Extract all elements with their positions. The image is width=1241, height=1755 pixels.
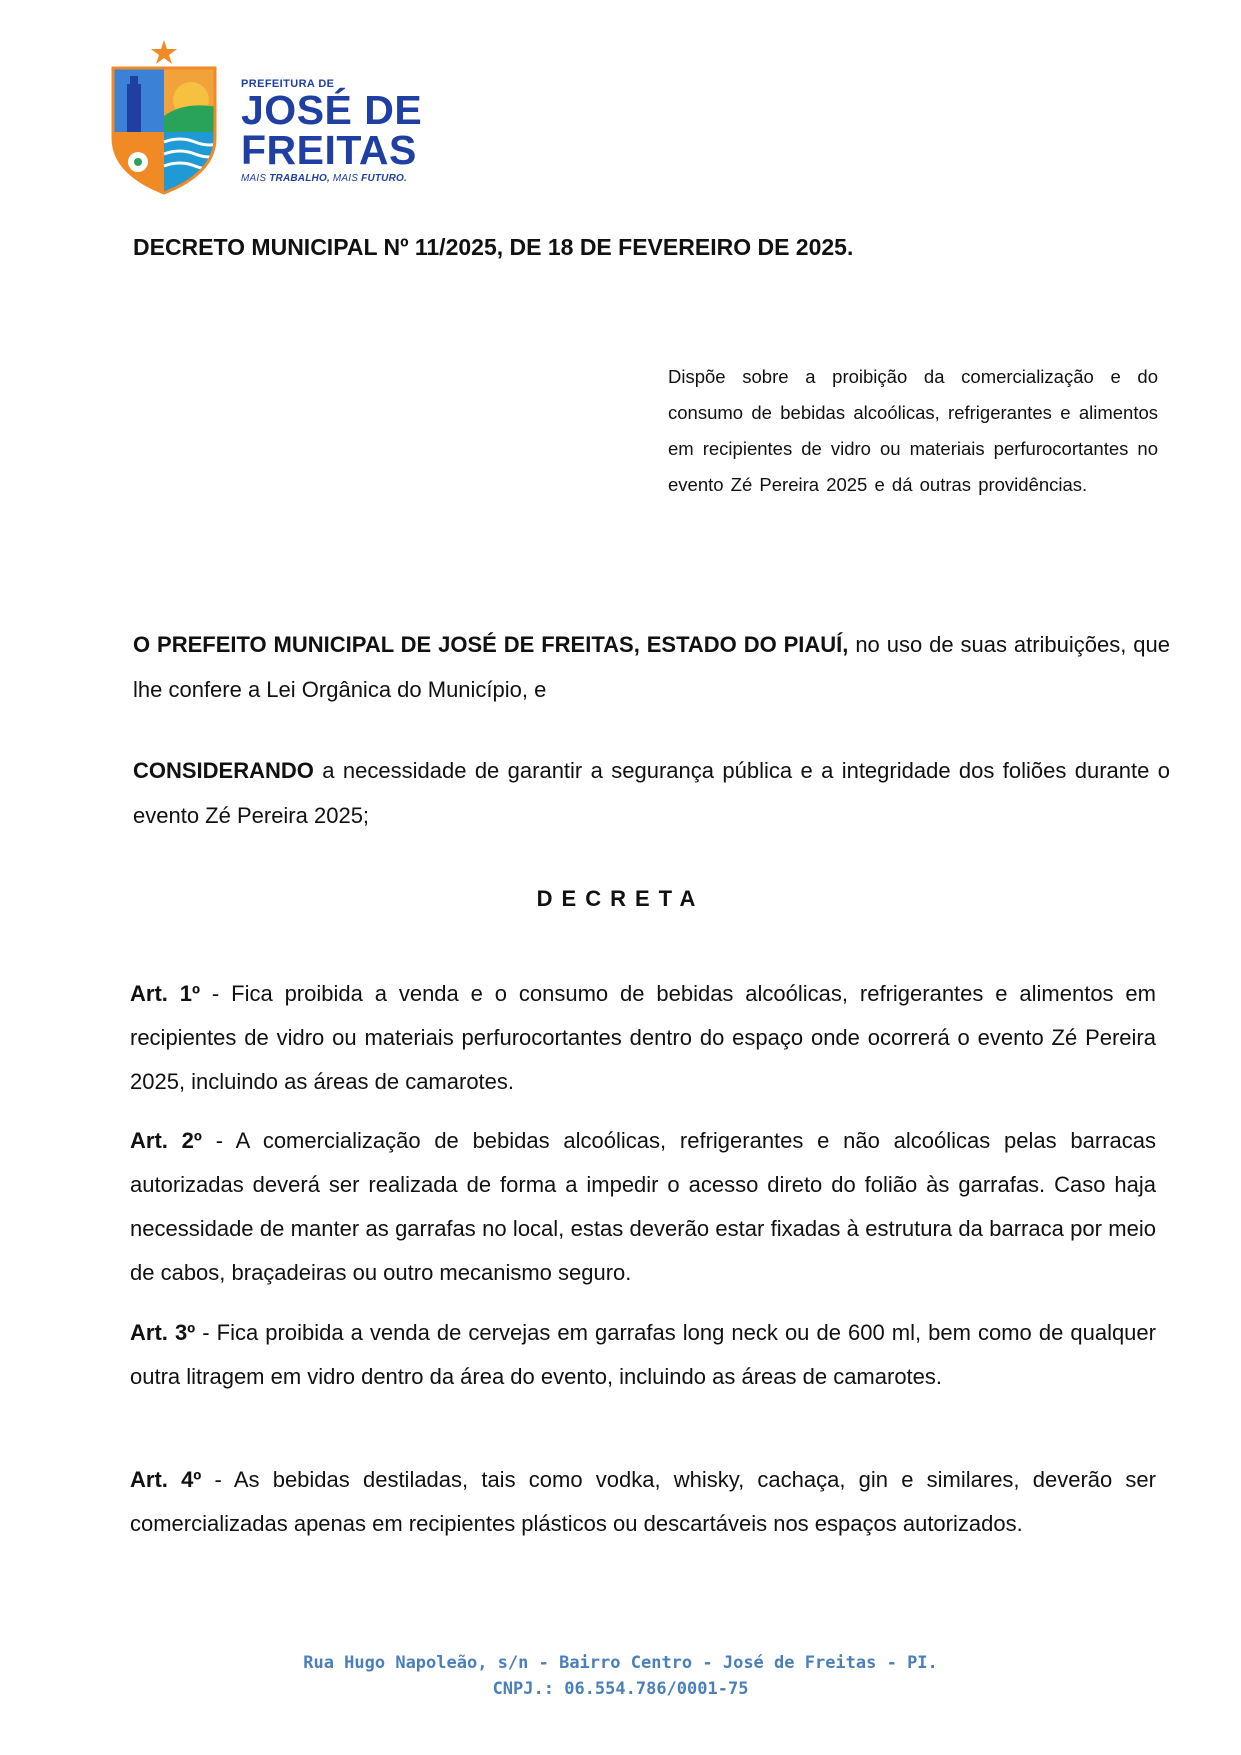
considerando-paragraph [133, 748, 1170, 838]
decree-summary: Dispõe sobre a proibição da comercialização e do consumo de bebidas alcoólicas, refrigerantes e alimentos em recipientes de vidro ou materiais perfurocortantes no evento Zé Pereira 2025 e dá outras providências. [668, 366, 1158, 495]
municipality-logo [105, 38, 435, 198]
decree-title: DECRETO MUNICIPAL Nº 11/2025, DE 18 DE FEVEREIRO DE 2025. [133, 234, 854, 260]
logo-prefix: PREFEITURA DE [241, 78, 335, 90]
logo-name-line1: JOSÉ DE [241, 87, 423, 133]
preamble-text: no uso de suas atribuições, que lhe confere a Lei Orgânica do Município, e [133, 632, 1170, 702]
decreta-heading: DECRETA [536, 886, 705, 911]
slogan-part: MAIS [241, 173, 270, 184]
page-footer [0, 1650, 1241, 1702]
footer-cnpj: CNPJ.: 06.554.786/0001-75 [492, 1679, 749, 1699]
slogan-part: MAIS [329, 173, 362, 184]
article-label: Art. 3º [130, 1320, 196, 1345]
preamble-paragraph [133, 622, 1170, 712]
article-label: Art. 1º [130, 981, 201, 1006]
article-label: Art. 4º [130, 1467, 202, 1492]
slogan-part: FUTURO. [361, 173, 407, 184]
article-text: - A comercialização de bebidas alcoólicas, refrigerantes e não alcoólicas pelas barracas autorizadas deverá ser realizada de forma a impedir o acesso direto do folião às garrafas. Caso haja necessidade de manter as garrafas no local, estas deverão estar fixadas à estrutura da barraca por meio de cabos, braçadeiras ou outro mecanismo seguro. [130, 1128, 1156, 1285]
coat-of-arms-icon [105, 38, 223, 198]
preamble-lead: O PREFEITO MUNICIPAL DE JOSÉ DE FREITAS, ESTADO DO PIAUÍ, [133, 632, 849, 657]
considerando-lead: CONSIDERANDO [133, 758, 314, 783]
article-text: - As bebidas destiladas, tais como vodka, whisky, cachaça, gin e similares, deverão ser comercializadas apenas em recipientes plásticos ou descartáveis nos espaços autorizados. [130, 1467, 1156, 1536]
article-4 [130, 1458, 1156, 1546]
article-text: - Fica proibida a venda de cervejas em garrafas long neck ou de 600 ml, bem como de qualquer outra litragem em vidro dentro da área do evento, incluindo as áreas de camarotes. [130, 1320, 1156, 1389]
footer-address: Rua Hugo Napoleão, s/n - Bairro Centro - José de Freitas - PI. [303, 1653, 938, 1673]
logo-name-line2: FREITAS [241, 127, 417, 173]
article-1 [130, 972, 1156, 1104]
slogan-part: TRABALHO, [269, 173, 330, 184]
considerando-text: a necessidade de garantir a segurança pública e a integridade dos foliões durante o evento Zé Pereira 2025; [133, 758, 1170, 828]
article-label: Art. 2º [130, 1128, 202, 1153]
article-2 [130, 1119, 1156, 1295]
article-3 [130, 1311, 1156, 1399]
logo-wordmark [241, 78, 422, 184]
article-text: - Fica proibida a venda e o consumo de bebidas alcoólicas, refrigerantes e alimentos em recipientes de vidro ou materiais perfurocortantes dentro do espaço onde ocorrerá o evento Zé Pereira 2025, incluindo as áreas de camarotes. [130, 981, 1156, 1094]
logo-slogan [241, 173, 422, 184]
